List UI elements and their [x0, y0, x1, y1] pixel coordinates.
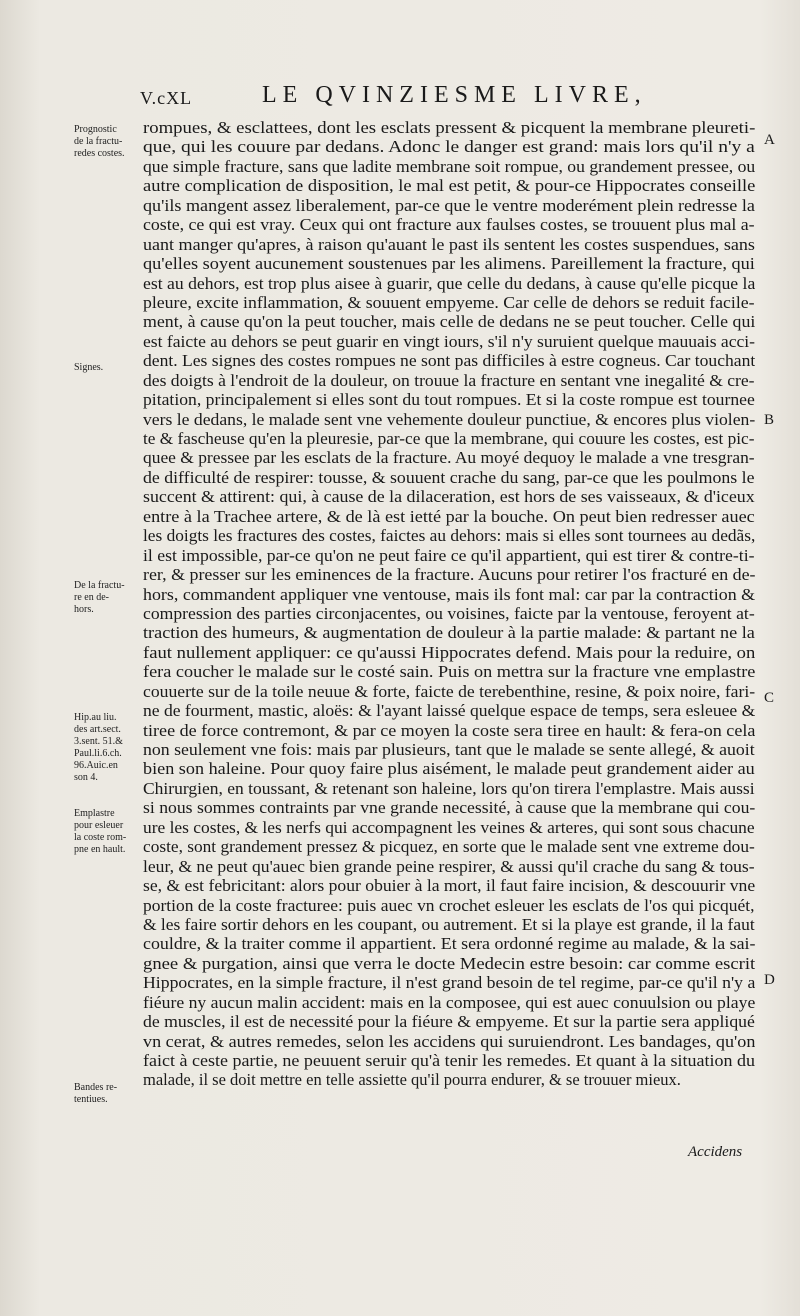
- body-text-line: autre complication de disposition, le mal est petit, & pour-ce Hippocrates conseille: [143, 176, 755, 196]
- body-text-line: hors, commandent appliquer vne ventouse, mais ils font mal: car par la contraction &: [143, 584, 755, 604]
- body-text-line: malade, il se doit mettre en telle assiette qu'il pourra endurer, & se trouuer mieux.: [143, 1070, 681, 1090]
- body-text-line: portion de la coste fracturee: puis auec vn crochet esleuer les esclats de l'os qui picquét,: [143, 895, 755, 915]
- body-text-line: rompues, & esclattees, dont les esclats pressent & picquent la membrane pleureti-: [143, 118, 755, 137]
- margin-note-line: pour esleuer: [74, 820, 124, 831]
- body-text-line: quee & pressee par les esclats de la fracture. Au moyé dequoy le malade a vne tresgran-: [143, 448, 755, 468]
- margin-note-fracture-dehors: [74, 580, 140, 616]
- margin-note-line: Signes.: [74, 362, 104, 373]
- section-letter-b: B: [764, 412, 775, 428]
- folio-number: V.cXL: [140, 88, 193, 108]
- body-text-line: coste, ce qui est vray. Ceux qui ont fracture aux faulses costes, se trouuent plus mal a-: [143, 215, 755, 235]
- body-text-line: Hippocrates, en la simple fracture, il n'est grand besoin de tel regime, par-ce qu'il n'y a: [143, 973, 755, 993]
- body-text-line: vn cerat, & autres remedes, selon les accidens qui suruiendront. Les bandages, qu'on: [143, 1031, 755, 1051]
- body-text-line: fera coucher le malade sur le costé sain. Puis on mettra sur la fracture vne emplastre: [143, 662, 755, 682]
- margin-note-line: hors.: [74, 604, 94, 615]
- margin-note-line: Hip.au liu.: [74, 712, 117, 723]
- body-text-line: de difficulté de respirer: tousse, & souuent crache du sang, par-ce que les poulmons le: [143, 467, 755, 487]
- body-text-line: ment, à cause qu'on la peut toucher, mais celle de dedans ne se peut toucher. Celle qui: [143, 312, 755, 332]
- main-body-text: [143, 118, 755, 1090]
- body-text-line: se, & est febricitant: alors pour obuier à la mort, il faut faire incision, & descouurir vne: [143, 876, 755, 896]
- body-text-line: qu'elles soyent aucunement soustenues par les alimens. Pareillement la fracture, qui: [143, 254, 755, 274]
- body-text-line: te & fascheuse qu'en la pleuresie, par-ce que la membrane, qui couure les costes, est pic-: [143, 429, 755, 448]
- margin-note-line: des art.sect.: [74, 724, 121, 735]
- body-text-line: compression des parties circonjacentes, ou voisines, faicte par la ventouse, feroyent at-: [143, 603, 755, 623]
- margin-note-prognostic: [74, 124, 140, 160]
- body-text-line: gnee & purgation, ainsi que verra le docte Medecin estre besoin: car comme escrit: [143, 953, 755, 973]
- body-text-line: tiree de force contremont, & par ce moyen la coste sera tiree en hault: & fera-on cela: [143, 720, 755, 740]
- catchword: Accidens: [688, 1144, 743, 1160]
- body-text-line: est au dehors, est trop plus aisee à guarir, que celle du dedans, à cause qu'elle picque la: [143, 273, 755, 293]
- body-text-line: non seulement vne fois: mais par plusieurs, tant que le malade se sente allegé, & auoit: [143, 740, 755, 759]
- body-text-line: pitation, principalement si elles sont du tout rompues. Et si la coste rompue est tournee: [143, 390, 755, 410]
- body-text-line: couuerte sur de la toile neuue & forte, faicte de terebenthine, resine, & poix noire, fari-: [143, 681, 755, 701]
- body-text-line: couldre, & la traiter comme il appartient. Et sera ordonné regime au malade, & la sai-: [143, 934, 755, 954]
- body-text-line: si nous sommes contraints par vne grande necessité, à cause que la membrane qui cou-: [143, 798, 755, 818]
- margin-note-line: son 4.: [74, 772, 98, 783]
- margin-note-line: tentiues.: [74, 1094, 108, 1105]
- margin-note-line: Bandes re-: [74, 1082, 118, 1093]
- margin-note-line: la coste rom-: [74, 832, 127, 843]
- body-text-line: bien son haleine. Pour quoy faire plus aisément, le malade peut grandement aider au: [143, 759, 755, 779]
- margin-note-line: Emplastre: [74, 808, 115, 819]
- body-text-line: Chirurgien, en toussant, & retenant son haleine, lors qu'on tirera l'emplastre. Mais aussi: [143, 778, 755, 798]
- body-text-line: il est impossible, par-ce qu'on ne peut faire ce qu'il appartient, qui est tirer & contre-ti-: [143, 545, 755, 565]
- body-text-line: que, qui les couure par dedans. Adonc le danger est grand: mais lors qu'il n'y a: [143, 137, 755, 157]
- body-text-line: rer, & presser sur les eminences de la fracture. Aucuns pour retirer l'os fracturé en de-: [143, 565, 755, 585]
- body-text-line: uant manger qu'apres, à raison qu'auant le past ils sentent les costes suspendues, sans: [143, 234, 755, 254]
- body-text-line: coste, sont grandement pressez & picquez, en sorte que le malade sent vne extreme dou-: [143, 837, 755, 857]
- body-text-line: des doigts à l'endroit de la douleur, on trouue la fracture en sentant vne inegalité & cre-: [143, 370, 755, 390]
- body-text-line: est faicte au dehors se peut guarir en vingt iours, s'il n'y suruient quelque mauuais acci-: [143, 331, 755, 351]
- body-text-line: entre à la Trachee artere, & de là est ietté par la bouche. On peut bien redresser auec: [143, 506, 755, 526]
- body-text-line: faut nullement appliquer: ce qu'aussi Hippocrates defend. Mais pour la reduire, on: [143, 642, 755, 662]
- body-text-line: les doigts les fractures des costes, faictes au dehors: mais si elles sont tournees au dedãs,: [143, 526, 755, 546]
- body-text-line: faict à ceste partie, ne peuuent seruir qu'à tenir les remedes. Et quant à la situation du: [143, 1051, 755, 1070]
- page-header: [140, 82, 700, 116]
- running-title: LE QVINZIESME LIVRE,: [262, 82, 647, 108]
- section-letter-c: C: [764, 690, 775, 706]
- body-text-line: vers le dedans, le malade sent vne vehemente douleur punctiue, & encores plus violen-: [143, 409, 755, 429]
- margin-note-bandes: [74, 1082, 140, 1106]
- margin-note-line: 3.sent. 51.&: [74, 736, 123, 747]
- margin-note-line: redes costes.: [74, 148, 125, 159]
- body-text-line: pleure, excite inflammation, & souuent empyeme. Car celle de dehors se reduit facile-: [143, 292, 755, 312]
- margin-note-line: re en de-: [74, 592, 109, 603]
- body-text-line: traction des humeurs, & augmentation de douleur à la partie malade: & partant ne la: [143, 623, 755, 643]
- margin-note-hippocrates-ref: [74, 712, 140, 784]
- body-text-line: & les faire sortir dehors en les coupant, ou autrement. Et si la playe est grande, il la faut: [143, 914, 755, 934]
- margin-note-line: De la fractu-: [74, 580, 125, 591]
- section-letter-d: D: [764, 972, 775, 988]
- body-text-line: que simple fracture, sans que ladite membrane soit rompue, ou grandement pressee, ou: [143, 156, 755, 176]
- margin-note-line: Paul.li.6.ch.: [74, 748, 122, 759]
- body-text-line: qu'ils mangent assez liberalement, par-ce que le ventre moderément plein redresse la: [143, 195, 755, 215]
- body-text-line: ure les costes, & les nerfs qui accompagnent les veines & arteres, qui sont sous chacune: [143, 817, 755, 837]
- margin-note-signes: [74, 362, 140, 374]
- section-letter-a: A: [764, 132, 775, 148]
- body-text-line: ne de fourment, mastic, aloës: & l'ayant laissé quelque espace de temps, sera esleuee &: [143, 701, 755, 721]
- margin-note-line: 96.Auic.en: [74, 760, 118, 771]
- margin-note-line: de la fractu-: [74, 136, 123, 147]
- body-text-line: de muscles, il est de necessité pour la fiéure & empyeme. Et sur la partie sera appliqué: [143, 1012, 755, 1032]
- body-text-line: leur, & ne peut qu'auec bien grande peine respirer, & aussi qu'il crache du sang & tous-: [143, 856, 755, 876]
- margin-note-line: Prognostic: [74, 124, 117, 135]
- body-text-line: dent. Les signes des costes rompues ne sont pas difficiles à estre cogneus. Car touchant: [143, 351, 755, 371]
- body-text-line: fiéure ny aucun malin accident: mais en la composee, qui est auec conuulsion ou playe: [143, 992, 755, 1012]
- body-text-line: succent & attirent: qui, à cause de la dilaceration, est hors de ses vaisseaux, & d'iceux: [143, 487, 755, 507]
- margin-note-emplastre: [74, 808, 140, 856]
- margin-note-line: pne en hault.: [74, 844, 126, 855]
